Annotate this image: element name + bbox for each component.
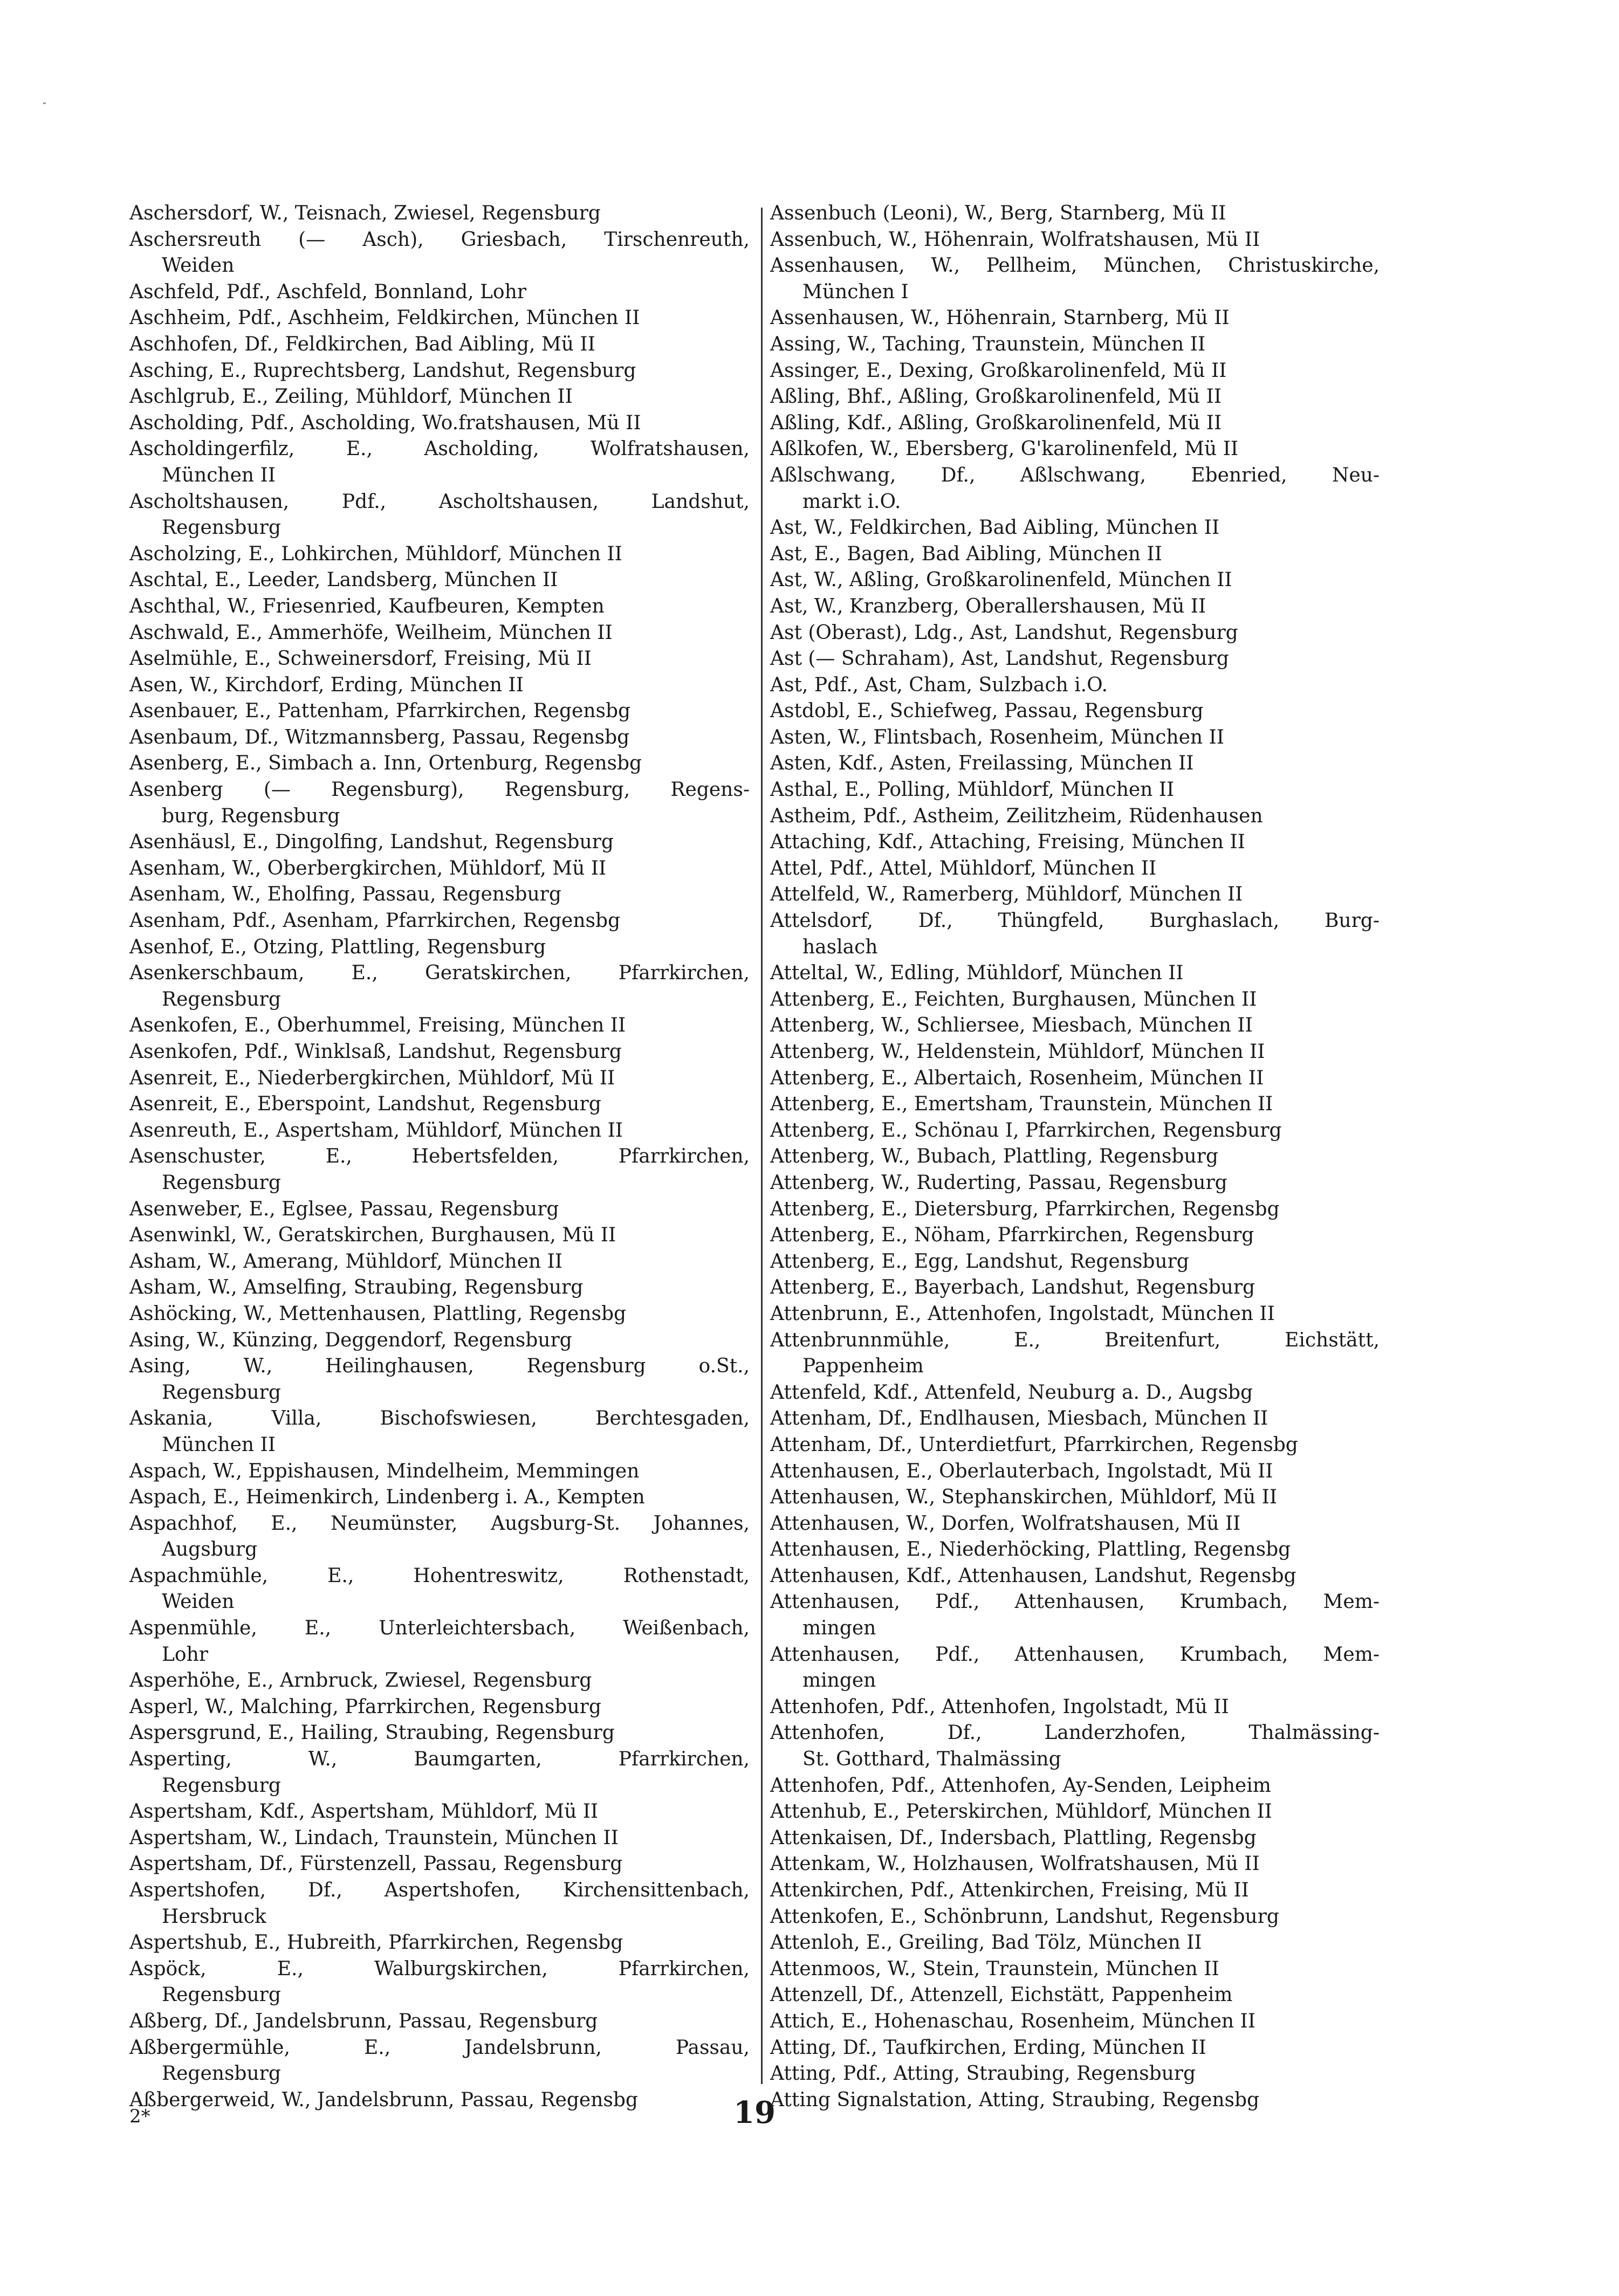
entry-line: Attenhausen, Pdf., Attenhausen, Krumbach, Mem-	[770, 1591, 1380, 1613]
gazetteer-entry	[129, 1694, 750, 1721]
entry-continuation-line: Regensburg	[162, 2063, 281, 2085]
entry-continuation-line: mingen	[802, 1617, 876, 1640]
entry-line: Attenberg, W., Ruderting, Passau, Regensburg	[770, 1171, 1227, 1194]
entry-line: Ast, Pdf., Ast, Cham, Sulzbach i.O.	[770, 673, 1108, 696]
gazetteer-entry	[129, 384, 750, 410]
gazetteer-entry	[770, 882, 1380, 908]
gazetteer-entry	[770, 1930, 1380, 1956]
gazetteer-entry	[770, 332, 1380, 358]
entry-line: Asenbauer, E., Pattenham, Pfarrkirchen, Regensbg	[129, 700, 631, 723]
entry-line: Attenkofen, E., Schönbrunn, Landshut, Regensburg	[770, 1905, 1279, 1928]
gazetteer-entry	[770, 960, 1380, 987]
entry-line: Aßbergerweid, W., Jandelsbrunn, Passau, Regensbg	[129, 2088, 638, 2111]
gazetteer-entry	[770, 2061, 1380, 2087]
gazetteer-entry	[129, 594, 750, 620]
gazetteer-entry	[770, 725, 1380, 751]
entry-line: Asenkofen, Pdf., Winklsaß, Landshut, Regensburg	[129, 1041, 622, 1063]
gazetteer-entry	[129, 1851, 750, 1878]
entry-continuation-line: Regensburg	[162, 1171, 281, 1194]
gazetteer-entry	[770, 227, 1380, 253]
entry-line: Aspertsham, Df., Fürstenzell, Passau, Regensburg	[129, 1853, 623, 1875]
entry-continuation-line: Regensburg	[162, 988, 281, 1010]
gazetteer-entry	[770, 1459, 1380, 1485]
gazetteer-entry	[770, 1118, 1380, 1144]
gazetteer-entry	[129, 1406, 750, 1458]
gazetteer-entry	[770, 1197, 1380, 1223]
gazetteer-entry	[770, 1249, 1380, 1275]
entry-line: Aspachhof, E., Neumünster, Augsburg-St. Johannes,	[129, 1512, 750, 1535]
gazetteer-entry	[770, 2035, 1380, 2061]
entry-line: Attenzell, Df., Attenzell, Eichstätt, Pappenheim	[770, 1984, 1233, 2006]
entry-line: Asenham, W., Oberbergkirchen, Mühldorf, Mü II	[129, 857, 607, 879]
entry-line: Asperting, W., Baumgarten, Pfarrkirchen,	[129, 1748, 750, 1771]
entry-line: Ast (— Schraham), Ast, Landshut, Regensburg	[770, 648, 1229, 670]
column-divider	[761, 208, 763, 2084]
gazetteer-entry	[770, 1799, 1380, 1825]
gazetteer-entry	[770, 672, 1380, 699]
entry-line: Aspertshub, E., Hubreith, Pfarrkirchen, Regensbg	[129, 1931, 623, 1954]
gazetteer-entry	[770, 541, 1380, 568]
gazetteer-entry	[129, 1930, 750, 1956]
gazetteer-entry	[129, 1878, 750, 1930]
entry-line: Asenberg, E., Simbach a. Inn, Ortenburg, Regensbg	[129, 752, 642, 775]
entry-line: Attich, E., Hohenaschau, Rosenheim, München II	[770, 2010, 1256, 2032]
gazetteer-entry	[129, 201, 750, 227]
entry-line: Attenhausen, W., Stephanskirchen, Mühldorf, Mü II	[770, 1486, 1278, 1509]
entry-line: Ascholding, Pdf., Ascholding, Wo.fratshausen, Mü II	[129, 411, 641, 434]
entry-line: Asenhäusl, E., Dingolfing, Landshut, Regensburg	[129, 831, 614, 854]
entry-line: Attenham, Df., Unterdietfurt, Pfarrkirchen, Regensbg	[770, 1433, 1298, 1456]
gazetteer-entry	[770, 1380, 1380, 1406]
entry-line: Attenberg, E., Emertsham, Traunstein, München II	[770, 1093, 1273, 1116]
gazetteer-entry	[129, 1799, 750, 1825]
gazetteer-entry	[129, 672, 750, 699]
entry-line: Asenham, Pdf., Asenham, Pfarrkirchen, Regensbg	[129, 910, 621, 932]
gazetteer-entry	[129, 960, 750, 1013]
gazetteer-entry	[129, 1222, 750, 1249]
entry-line: Attenhofen, Df., Landerzhofen, Thalmässing-	[770, 1722, 1380, 1744]
gazetteer-entry	[770, 1222, 1380, 1249]
gazetteer-entry	[770, 1851, 1380, 1878]
entry-line: Asten, Kdf., Asten, Freilassing, München II	[770, 752, 1194, 775]
entry-line: Aschlgrub, E., Zeiling, Mühldorf, München II	[129, 386, 573, 408]
entry-line: Attenberg, W., Schliersee, Miesbach, München II	[770, 1014, 1253, 1037]
gazetteer-entry	[129, 908, 750, 934]
gazetteer-entry	[129, 279, 750, 306]
gazetteer-entry	[770, 1720, 1380, 1772]
gazetteer-entry	[129, 1825, 750, 1852]
gazetteer-entry	[129, 332, 750, 358]
gazetteer-entry	[129, 436, 750, 489]
entry-line: Attenbrunn, E., Attenhofen, Ingolstadt, München II	[770, 1302, 1275, 1325]
gazetteer-entry	[129, 751, 750, 777]
gazetteer-entry	[129, 1328, 750, 1354]
entry-line: Aspach, W., Eppishausen, Mindelheim, Memmingen	[129, 1460, 640, 1482]
gazetteer-entry	[129, 1563, 750, 1616]
gazetteer-entry	[129, 1065, 750, 1092]
entry-line: Asham, W., Amerang, Mühldorf, München II	[129, 1250, 562, 1273]
entry-continuation-line: Pappenheim	[802, 1355, 924, 1378]
entry-line: Astheim, Pdf., Astheim, Zeilitzheim, Rüdenhausen	[770, 805, 1263, 827]
entry-line: Atting Signalstation, Atting, Straubing, Regensbg	[770, 2088, 1260, 2111]
entry-line: Aspertshofen, Df., Aspertshofen, Kirchensittenbach,	[129, 1879, 750, 1901]
gazetteer-entry	[129, 305, 750, 332]
entry-line: Attenhausen, E., Niederhöcking, Plattling, Regensbg	[770, 1538, 1291, 1561]
entry-line: Aspenmühle, E., Unterleichtersbach, Weißenbach,	[129, 1617, 750, 1640]
entry-line: Attenberg, W., Heldenstein, Mühldorf, München II	[770, 1041, 1265, 1063]
entry-line: Attenberg, E., Nöham, Pfarrkirchen, Regensburg	[770, 1224, 1254, 1247]
gazetteer-entry	[129, 725, 750, 751]
entry-line: Asenweber, E., Eglsee, Passau, Regensburg	[129, 1198, 559, 1220]
gazetteer-entry	[770, 463, 1380, 515]
entry-line: Asenbaum, Df., Witzmannsberg, Passau, Regensbg	[129, 726, 630, 748]
entry-line: Attenhausen, Kdf., Attenhausen, Landshut, Regensbg	[770, 1564, 1296, 1587]
gazetteer-entry	[770, 567, 1380, 594]
entry-line: Asenham, W., Eholfing, Passau, Regensburg	[129, 883, 561, 906]
gazetteer-entry	[129, 567, 750, 594]
gazetteer-entry	[770, 1301, 1380, 1328]
entry-line: Aspersgrund, E., Hailing, Straubing, Regensburg	[129, 1722, 615, 1744]
gazetteer-entry	[129, 1616, 750, 1668]
gazetteer-entry	[770, 1956, 1380, 1983]
entry-line: Attenberg, E., Dietersburg, Pfarrkirchen, Regensbg	[770, 1198, 1280, 1220]
entry-line: Asenhof, E., Otzing, Plattling, Regensburg	[129, 936, 546, 958]
entry-line: Attenberg, E., Egg, Landshut, Regensburg	[770, 1250, 1189, 1273]
gazetteer-entry	[770, 1825, 1380, 1852]
gazetteer-entry	[770, 1982, 1380, 2009]
gazetteer-entry	[129, 1197, 750, 1223]
entry-continuation-line: Weiden	[162, 255, 235, 277]
gazetteer-entry	[129, 1013, 750, 1039]
gazetteer-entry	[129, 1720, 750, 1747]
entry-line: Ast, W., Aßling, Großkarolinenfeld, München II	[770, 569, 1232, 592]
gazetteer-entry	[770, 1013, 1380, 1039]
entry-line: Asenschuster, E., Hebertsfelden, Pfarrkirchen,	[129, 1145, 750, 1168]
entry-line: Atting, Df., Taufkirchen, Erding, München II	[770, 2036, 1206, 2059]
gazetteer-entry	[770, 620, 1380, 647]
gazetteer-entry	[129, 410, 750, 437]
scan-speck	[43, 102, 46, 104]
gazetteer-entry	[129, 1353, 750, 1406]
entry-line: Attenbrunnmühle, E., Breitenfurt, Eichstätt,	[770, 1329, 1380, 1351]
entry-line: Aßling, Kdf., Aßling, Großkarolinenfeld, Mü II	[770, 411, 1222, 434]
entry-line: Aschersreuth (— Asch), Griesbach, Tirschenreuth,	[129, 228, 750, 251]
entry-line: Attenhausen, W., Dorfen, Wolfratshausen, Mü II	[770, 1512, 1241, 1535]
entry-line: Aßbergermühle, E., Jandelsbrunn, Passau,	[129, 2036, 750, 2059]
entry-line: Attenberg, E., Schönau I, Pfarrkirchen, Regensburg	[770, 1119, 1282, 1142]
entry-line: Asenkerschbaum, E., Geratskirchen, Pfarrkirchen,	[129, 962, 750, 985]
entry-line: Aschfeld, Pdf., Aschfeld, Bonnland, Lohr	[129, 280, 526, 303]
gazetteer-entry	[770, 1694, 1380, 1721]
gazetteer-entry	[770, 358, 1380, 384]
entry-line: Assinger, E., Dexing, Großkarolinenfeld, Mü II	[770, 359, 1227, 382]
gazetteer-entry	[129, 698, 750, 725]
entry-line: Aßling, Bhf., Aßling, Großkarolinenfeld, Mü II	[770, 386, 1222, 408]
entry-continuation-line: Regensburg	[162, 517, 281, 539]
entry-line: Attel, Pdf., Attel, Mühldorf, München II	[770, 857, 1157, 879]
entry-line: Asenberg (— Regensburg), Regensburg, Regens-	[129, 779, 750, 801]
gazetteer-entry	[770, 1432, 1380, 1459]
gazetteer-entry	[770, 908, 1380, 960]
gazetteer-entry	[770, 594, 1380, 620]
entry-line: Attenhofen, Pdf., Attenhofen, Ingolstadt, Mü II	[770, 1695, 1229, 1718]
entry-line: Asperl, W., Malching, Pfarrkirchen, Regensburg	[129, 1695, 601, 1718]
gazetteer-entry	[129, 646, 750, 672]
entry-line: Attenkam, W., Holzhausen, Wolfratshausen, Mü II	[770, 1853, 1260, 1875]
entry-line: Asching, E., Ruprechtsberg, Landshut, Regensburg	[129, 359, 636, 382]
gazetteer-entry	[770, 829, 1380, 856]
gazetteer-entry	[129, 829, 750, 856]
gazetteer-entry	[770, 698, 1380, 725]
entry-line: Assenhausen, W., Pellheim, München, Christuskirche,	[770, 255, 1380, 277]
entry-line: Aschhofen, Df., Feldkirchen, Bad Aibling, Mü II	[129, 333, 595, 355]
entry-continuation-line: mingen	[802, 1669, 876, 1692]
gazetteer-entry	[129, 1091, 750, 1118]
gazetteer-entry	[129, 1511, 750, 1563]
entry-line: Asthal, E., Polling, Mühldorf, München II	[770, 779, 1175, 801]
gazetteer-entry	[770, 1484, 1380, 1511]
entry-line: Ast, E., Bagen, Bad Aibling, München II	[770, 542, 1162, 565]
entry-line: Attenloh, E., Greiling, Bad Tölz, München II	[770, 1931, 1202, 1954]
entry-line: Attenfeld, Kdf., Attenfeld, Neuburg a. D., Augsbg	[770, 1381, 1253, 1404]
gazetteer-entry	[770, 1878, 1380, 1904]
gazetteer-entry	[129, 777, 750, 829]
gazetteer-entry	[770, 305, 1380, 332]
gazetteer-entry	[770, 1563, 1380, 1590]
gazetteer-entry	[770, 751, 1380, 777]
left-column	[129, 201, 750, 2113]
entry-line: Aspachmühle, E., Hohentreswitz, Rothenstadt,	[129, 1564, 750, 1587]
gazetteer-entry	[770, 777, 1380, 803]
entry-line: Aßlkofen, W., Ebersberg, G'karolinenfeld, Mü II	[770, 438, 1239, 460]
entry-line: Aschersdorf, W., Teisnach, Zwiesel, Regensburg	[129, 202, 601, 224]
entry-line: Aßberg, Df., Jandelsbrunn, Passau, Regensburg	[129, 2010, 598, 2032]
gazetteer-entry	[770, 1170, 1380, 1197]
entry-continuation-line: markt i.O.	[802, 490, 901, 513]
entry-continuation-line: St. Gotthard, Thalmässing	[802, 1748, 1061, 1771]
gazetteer-entry	[770, 646, 1380, 672]
entry-line: Aßlschwang, Df., Aßlschwang, Ebenried, Neu-	[770, 464, 1380, 486]
gazetteer-entry	[770, 1589, 1380, 1641]
entry-line: Attenhofen, Pdf., Attenhofen, Ay-Senden, Leipheim	[770, 1774, 1271, 1797]
gazetteer-entry	[129, 489, 750, 541]
gazetteer-entry	[129, 227, 750, 279]
entry-line: Attenberg, E., Albertaich, Rosenheim, München II	[770, 1067, 1264, 1089]
entry-line: Asenreit, E., Niederbergkirchen, Mühldorf, Mü II	[129, 1067, 615, 1089]
gazetteer-entry	[129, 1668, 750, 1694]
entry-continuation-line: Augsburg	[162, 1538, 258, 1561]
entry-line: Attenham, Df., Endlhausen, Miesbach, München II	[770, 1407, 1268, 1430]
gazetteer-entry	[770, 2009, 1380, 2035]
gazetteer-entry	[770, 1642, 1380, 1694]
gazetteer-entry	[129, 1118, 750, 1144]
entry-line: Attelsdorf, Df., Thüngfeld, Burghaslach, Burg-	[770, 910, 1380, 932]
entry-continuation-line: Regensburg	[162, 1774, 281, 1797]
entry-line: Asing, W., Künzing, Deggendorf, Regensburg	[129, 1329, 572, 1351]
entry-line: Aspertsham, Kdf., Aspertsham, Mühldorf, Mü II	[129, 1800, 599, 1823]
entry-continuation-line: haslach	[802, 936, 878, 958]
gazetteer-entry	[770, 410, 1380, 437]
gazetteer-entry	[770, 436, 1380, 463]
entry-line: Attenkaisen, Df., Indersbach, Plattling, Regensbg	[770, 1826, 1257, 1849]
entry-line: Aschthal, W., Friesenried, Kaufbeuren, Kempten	[129, 595, 605, 617]
entry-line: Attenhub, E., Peterskirchen, Mühldorf, München II	[770, 1800, 1272, 1823]
entry-line: Attenhausen, Pdf., Attenhausen, Krumbach, Mem-	[770, 1643, 1380, 1666]
gazetteer-entry	[770, 803, 1380, 830]
entry-line: Asenwinkl, W., Geratskirchen, Burghausen, Mü II	[129, 1224, 616, 1247]
entry-line: Asenreuth, E., Aspertsham, Mühldorf, München II	[129, 1119, 623, 1142]
gazetteer-entry	[770, 1328, 1380, 1380]
entry-line: Asen, W., Kirchdorf, Erding, München II	[129, 673, 524, 696]
entry-line: Astdobl, E., Schiefweg, Passau, Regensburg	[770, 700, 1204, 723]
entry-line: Askania, Villa, Bischofswiesen, Berchtesgaden,	[129, 1407, 750, 1430]
right-column	[770, 201, 1380, 2113]
gazetteer-entry	[770, 2087, 1380, 2114]
entry-continuation-line: Weiden	[162, 1591, 235, 1613]
entry-continuation-line: München II	[162, 1433, 276, 1456]
gazetteer-entry	[770, 1406, 1380, 1432]
entry-continuation-line: burg, Regensburg	[162, 805, 340, 827]
gazetteer-entry	[770, 201, 1380, 227]
entry-line: Ascholtshausen, Pdf., Ascholtshausen, Landshut,	[129, 490, 750, 513]
gazetteer-entry	[770, 856, 1380, 882]
entry-continuation-line: Regensburg	[162, 1381, 281, 1404]
entry-line: Asing, W., Heilinghausen, Regensburg o.St.,	[129, 1355, 750, 1378]
gazetteer-entry	[770, 1091, 1380, 1118]
entry-line: Asenkofen, E., Oberhummel, Freising, München II	[129, 1014, 626, 1037]
entry-line: Attenhausen, E., Oberlauterbach, Ingolstadt, Mü II	[770, 1460, 1273, 1482]
entry-line: Aspach, E., Heimenkirch, Lindenberg i. A., Kempten	[129, 1486, 645, 1509]
gazetteer-entry	[770, 384, 1380, 410]
entry-line: Ascholdingerfilz, E., Ascholding, Wolfratshausen,	[129, 438, 750, 460]
gazetteer-entry	[770, 1144, 1380, 1170]
entry-continuation-line: München II	[162, 464, 276, 486]
entry-line: Ashöcking, W., Mettenhausen, Plattling, Regensbg	[129, 1302, 627, 1325]
entry-line: Asten, W., Flintsbach, Rosenheim, München II	[770, 726, 1224, 748]
entry-continuation-line: Regensburg	[162, 1984, 281, 2006]
gazetteer-entry	[770, 515, 1380, 541]
gazetteer-entry	[129, 1039, 750, 1065]
entry-line: Ascholzing, E., Lohkirchen, Mühldorf, München II	[129, 542, 622, 565]
gazetteer-entry	[129, 1956, 750, 2009]
entry-line: Assenhausen, W., Höhenrain, Starnberg, Mü II	[770, 307, 1230, 329]
entry-line: Aselmühle, E., Schweinersdorf, Freising, Mü II	[129, 648, 592, 670]
entry-line: Attenkirchen, Pdf., Attenkirchen, Freising, Mü II	[770, 1879, 1249, 1901]
gazetteer-entry	[770, 1039, 1380, 1065]
gazetteer-entry	[129, 1144, 750, 1196]
gazetteer-entry	[770, 1537, 1380, 1563]
gazetteer-entry	[129, 2035, 750, 2087]
gazetteer-entry	[770, 1904, 1380, 1930]
entry-continuation-line: Lohr	[162, 1643, 208, 1666]
gazetteer-entry	[770, 1275, 1380, 1301]
entry-line: Aspertsham, W., Lindach, Traunstein, München II	[129, 1826, 619, 1849]
entry-continuation-line: Hersbruck	[162, 1905, 266, 1928]
entry-line: Atting, Pdf., Atting, Straubing, Regensburg	[770, 2063, 1196, 2085]
entry-line: Assenbuch (Leoni), W., Berg, Starnberg, Mü II	[770, 202, 1226, 224]
gazetteer-entry	[770, 1065, 1380, 1092]
entry-line: Aschtal, E., Leeder, Landsberg, München II	[129, 569, 558, 592]
entry-line: Aschheim, Pdf., Aschheim, Feldkirchen, München II	[129, 307, 640, 329]
gazetteer-entry	[770, 987, 1380, 1013]
entry-line: Ast, W., Feldkirchen, Bad Aibling, München II	[770, 517, 1220, 539]
gazetteer-entry	[129, 882, 750, 908]
entry-line: Atteltal, W., Edling, Mühldorf, München II	[770, 962, 1184, 985]
gazetteer-entry	[129, 2087, 750, 2114]
gazetteer-entry	[129, 1747, 750, 1799]
gazetteer-entry	[129, 934, 750, 961]
entry-line: Ast (Oberast), Ldg., Ast, Landshut, Regensburg	[770, 621, 1238, 644]
entry-line: Aschwald, E., Ammerhöfe, Weilheim, München II	[129, 621, 613, 644]
entry-line: Assing, W., Taching, Traunstein, München II	[770, 333, 1206, 355]
entry-line: Aspöck, E., Walburgskirchen, Pfarrkirchen,	[129, 1957, 750, 1980]
gazetteer-entry	[770, 1773, 1380, 1799]
gazetteer-entry	[129, 1301, 750, 1328]
gazetteer-entry	[129, 856, 750, 882]
entry-continuation-line: München I	[802, 280, 909, 303]
gazetteer-entry	[129, 1249, 750, 1275]
gazetteer-entry	[129, 1459, 750, 1485]
gazetteer-entry	[770, 253, 1380, 305]
entry-line: Asperhöhe, E., Arnbruck, Zwiesel, Regensburg	[129, 1669, 592, 1692]
page-number: 19	[733, 2095, 776, 2130]
gazetteer-entry	[129, 1275, 750, 1301]
gazetteer-entry	[129, 358, 750, 384]
gazetteer-entry	[770, 1511, 1380, 1537]
gazetteer-entry	[129, 541, 750, 568]
entry-line: Attenberg, E., Feichten, Burghausen, München II	[770, 988, 1257, 1010]
entry-line: Attenberg, W., Bubach, Plattling, Regensburg	[770, 1145, 1218, 1168]
gazetteer-entry	[129, 2009, 750, 2035]
gazetteer-entry	[129, 1484, 750, 1511]
entry-line: Asham, W., Amselfing, Straubing, Regensburg	[129, 1276, 584, 1299]
gazetteer-entry	[129, 620, 750, 647]
entry-line: Assenbuch, W., Höhenrain, Wolfratshausen, Mü II	[770, 228, 1260, 251]
sheet-signature-mark: 2*	[129, 2106, 150, 2127]
entry-line: Attelfeld, W., Ramerberg, Mühldorf, München II	[770, 883, 1243, 906]
entry-line: Attenberg, E., Bayerbach, Landshut, Regensburg	[770, 1276, 1256, 1299]
entry-line: Ast, W., Kranzberg, Oberallershausen, Mü II	[770, 595, 1206, 617]
entry-line: Attenmoos, W., Stein, Traunstein, München II	[770, 1957, 1219, 1980]
entry-line: Attaching, Kdf., Attaching, Freising, München II	[770, 831, 1245, 854]
entry-line: Asenreit, E., Eberspoint, Landshut, Regensburg	[129, 1093, 601, 1116]
